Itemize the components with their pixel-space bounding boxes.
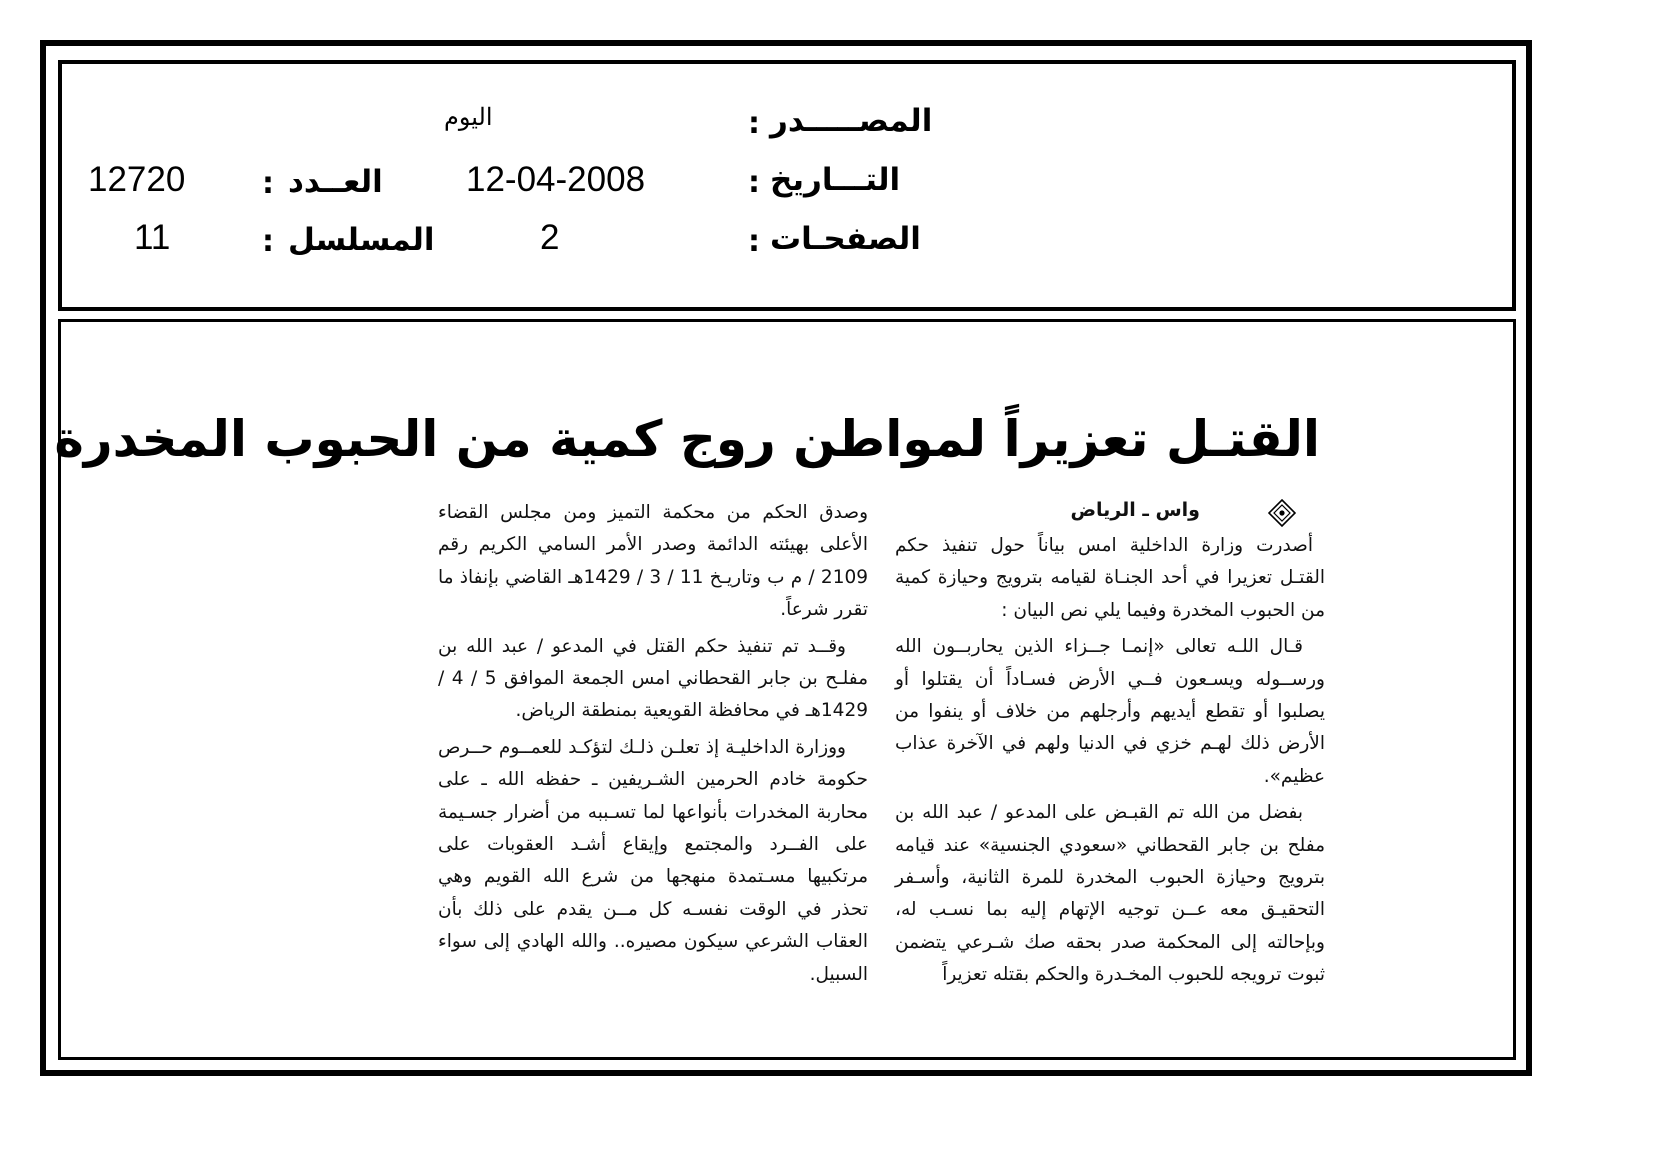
pages-label: الصفحـات bbox=[770, 221, 921, 257]
date-colon: : bbox=[748, 165, 760, 200]
date-value: 12-04-2008 bbox=[466, 160, 646, 199]
date-label: التـــاريخ bbox=[770, 162, 901, 198]
byline bbox=[1070, 497, 1320, 527]
serial-value: 11 bbox=[134, 218, 171, 257]
byline-text: واس ـ الرياض bbox=[1070, 499, 1200, 521]
source-value: اليوم bbox=[444, 103, 493, 131]
issue-value: 12720 bbox=[88, 160, 186, 199]
paragraph: قـال اللـه تعالى «إنمـا جــزاء الذين يحاربــون الله ورســوله ويسـعون فــي الأرض فسـاداً أن يقتلوا أو يصلبوا أو تقطع أيديهم وأرجلهم من خلاف أو ينفوا من الأرض ذلك لهـم خزي في الدنيا ولهم في الآخرة عذاب عظيم». bbox=[895, 636, 1325, 787]
article-column-right bbox=[895, 530, 1325, 992]
article-column-left bbox=[438, 497, 868, 991]
pages-colon: : bbox=[748, 224, 760, 259]
serial-colon: : bbox=[262, 224, 274, 259]
paragraph: ووزارة الداخليـة إذ تعلـن ذلـك لتؤكـد للعمــوم حــرص حكومة خادم الحرمين الشـريفين ـ حفظه الله ـ على محاربة المخدرات بأنواعها لما تسـببه من أضرار جسـيمة على الفــرد والمجتمع وإيقاع أشـد العقوبات على مرتكبيها مسـتمدة منهجها من شرع الله القويم وهي تحذر في الوقت نفسـه كل مــن يقدم على ذلك بأن العقاب الشرعي سيكون مصيره.. والله الهادي إلى سواء السبيل. bbox=[438, 736, 868, 985]
issue-label: العــدد bbox=[288, 164, 383, 200]
paragraph: وصدق الحكم من محكمة التميز ومن مجلس القضاء الأعلى بهيئته الدائمة وصدر الأمر السامي الكريم رقم 2109 / م ب وتاريـخ 11 / 3 / 1429هـ القاضي بإنفاذ ما تقرر شرعاً. bbox=[438, 502, 869, 621]
source-label: المصـــــدر bbox=[770, 103, 933, 139]
paragraph: بفضل من الله تم القبـض على المدعو / عبد الله بن مفلح بن جابر القحطاني «سعودي الجنسية» عند قيامه بترويج وحيازة الحبوب المخدرة للمرة الثانية، وأسـفر التحقيـق معه عــن توجيه الإتهام إليه بما نسـب له، وبإحالته إلى المحكمة صدر بحقه صك شـرعي يتضمن ثبوت ترويجه للحبوب المخـدرة والحكم بقتله تعزيراً bbox=[895, 802, 1325, 986]
pages-value: 2 bbox=[540, 218, 560, 257]
paragraph: أصدرت وزارة الداخلية امس بياناً حول تنفيذ حكم القتـل تعزيرا في أحد الجنـاة لقيامه بترويج وحيازة كمية من الحبوب المخدرة وفيما يلي نص البيان : bbox=[895, 535, 1325, 621]
serial-label: المسلسل bbox=[288, 222, 435, 258]
article-headline: القتـل تعزيراً لمواطن روج كمية من الحبوب المخدرة bbox=[54, 410, 1320, 468]
diamond-ornament-icon bbox=[1268, 499, 1296, 527]
issue-colon: : bbox=[262, 166, 274, 201]
paragraph: وقــد تم تنفيذ حكم القتل في المدعو / عبد الله بن مفلـح بن جابر القحطاني امس الجمعة الموافق 5 / 4 / 1429هـ في محافظة القويعية بمنطقة الرياض. bbox=[438, 635, 868, 722]
source-colon: : bbox=[748, 106, 760, 141]
